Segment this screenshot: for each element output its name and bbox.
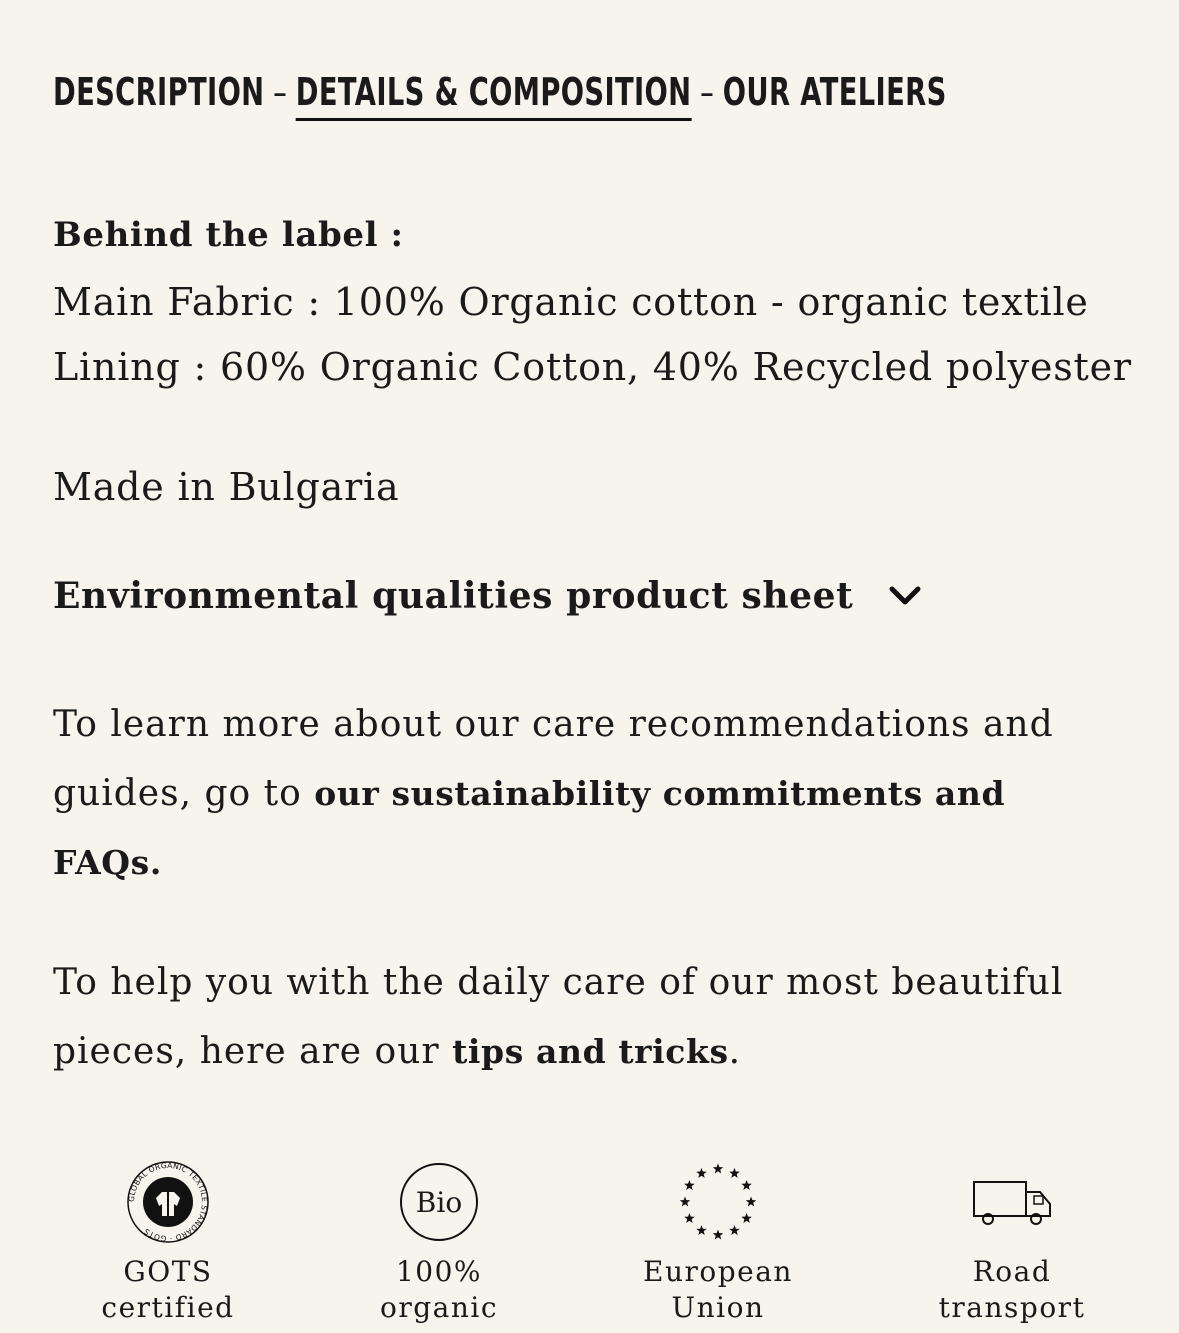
eu-star: [696, 1225, 706, 1235]
eu-star: [713, 1230, 723, 1240]
eu-star: [696, 1168, 706, 1178]
environmental-sheet-label: Environmental qualities product sheet: [53, 575, 854, 617]
environmental-sheet-toggle[interactable]: [53, 575, 1119, 617]
care-recommendations-paragraph: [53, 690, 1119, 897]
road-line1: Road: [972, 1255, 1052, 1288]
product-tabs: [53, 70, 947, 121]
eu-star: [684, 1180, 694, 1190]
gots-badge: [58, 1160, 278, 1326]
eu-star: [729, 1168, 739, 1178]
care-intro-text: To learn more about our care recommendations and guides, go to: [53, 704, 1054, 814]
eu-badge: [608, 1160, 828, 1326]
eu-star: [680, 1197, 690, 1207]
behind-label-heading: Behind the label :: [53, 215, 404, 255]
eu-star: [713, 1164, 723, 1174]
daily-care-paragraph: [53, 948, 1119, 1086]
truck-icon: [970, 1172, 1054, 1232]
svg-text:GLOBAL ORGANIC TEXTILE STANDAR: GLOBAL ORGANIC TEXTILE STANDARD · GOTS: [126, 1160, 210, 1244]
gots-line2: certified: [101, 1291, 235, 1324]
eu-star: [729, 1225, 739, 1235]
organic-line1: 100%: [395, 1255, 483, 1288]
eu-star: [741, 1213, 751, 1223]
eu-line1: European: [643, 1255, 793, 1288]
lining-text: Lining : 60% Organic Cotton, 40% Recycled polyester: [53, 345, 1132, 389]
tab-description[interactable]: DESCRIPTION: [53, 70, 265, 114]
chevron-down-icon: [887, 583, 923, 609]
tab-separator: –: [273, 70, 288, 114]
made-in-text: Made in Bulgaria: [53, 465, 400, 509]
period: .: [728, 1031, 742, 1072]
road-transport-badge: [902, 1160, 1122, 1326]
tab-separator: –: [700, 70, 715, 114]
road-line2: transport: [938, 1291, 1086, 1324]
eu-stars-icon: [676, 1160, 760, 1244]
tab-our-ateliers[interactable]: OUR ATELIERS: [722, 70, 947, 114]
main-fabric-text: Main Fabric : 100% Organic cotton - organic textile: [53, 280, 1089, 324]
bio-logo-text: Bio: [415, 1185, 463, 1219]
eu-star: [741, 1180, 751, 1190]
eu-line2: Union: [671, 1291, 765, 1324]
certification-badges: [0, 1160, 1179, 1333]
tips-and-tricks-link[interactable]: tips and tricks: [452, 1032, 729, 1071]
bio-circle-icon: [400, 1163, 478, 1241]
gots-logo-icon: [126, 1160, 210, 1244]
organic-line2: organic: [379, 1291, 499, 1324]
daily-care-text: To help you with the daily care of our most beautiful pieces, here are our: [53, 962, 1064, 1072]
sustainability-faq-link[interactable]: our sustainability commitments and FAQs.: [53, 774, 1006, 882]
eu-star: [746, 1197, 756, 1207]
organic-badge: [329, 1160, 549, 1326]
gots-line1: GOTS: [123, 1255, 213, 1288]
eu-star: [684, 1213, 694, 1223]
tab-details-composition[interactable]: DETAILS & COMPOSITION: [296, 70, 692, 121]
